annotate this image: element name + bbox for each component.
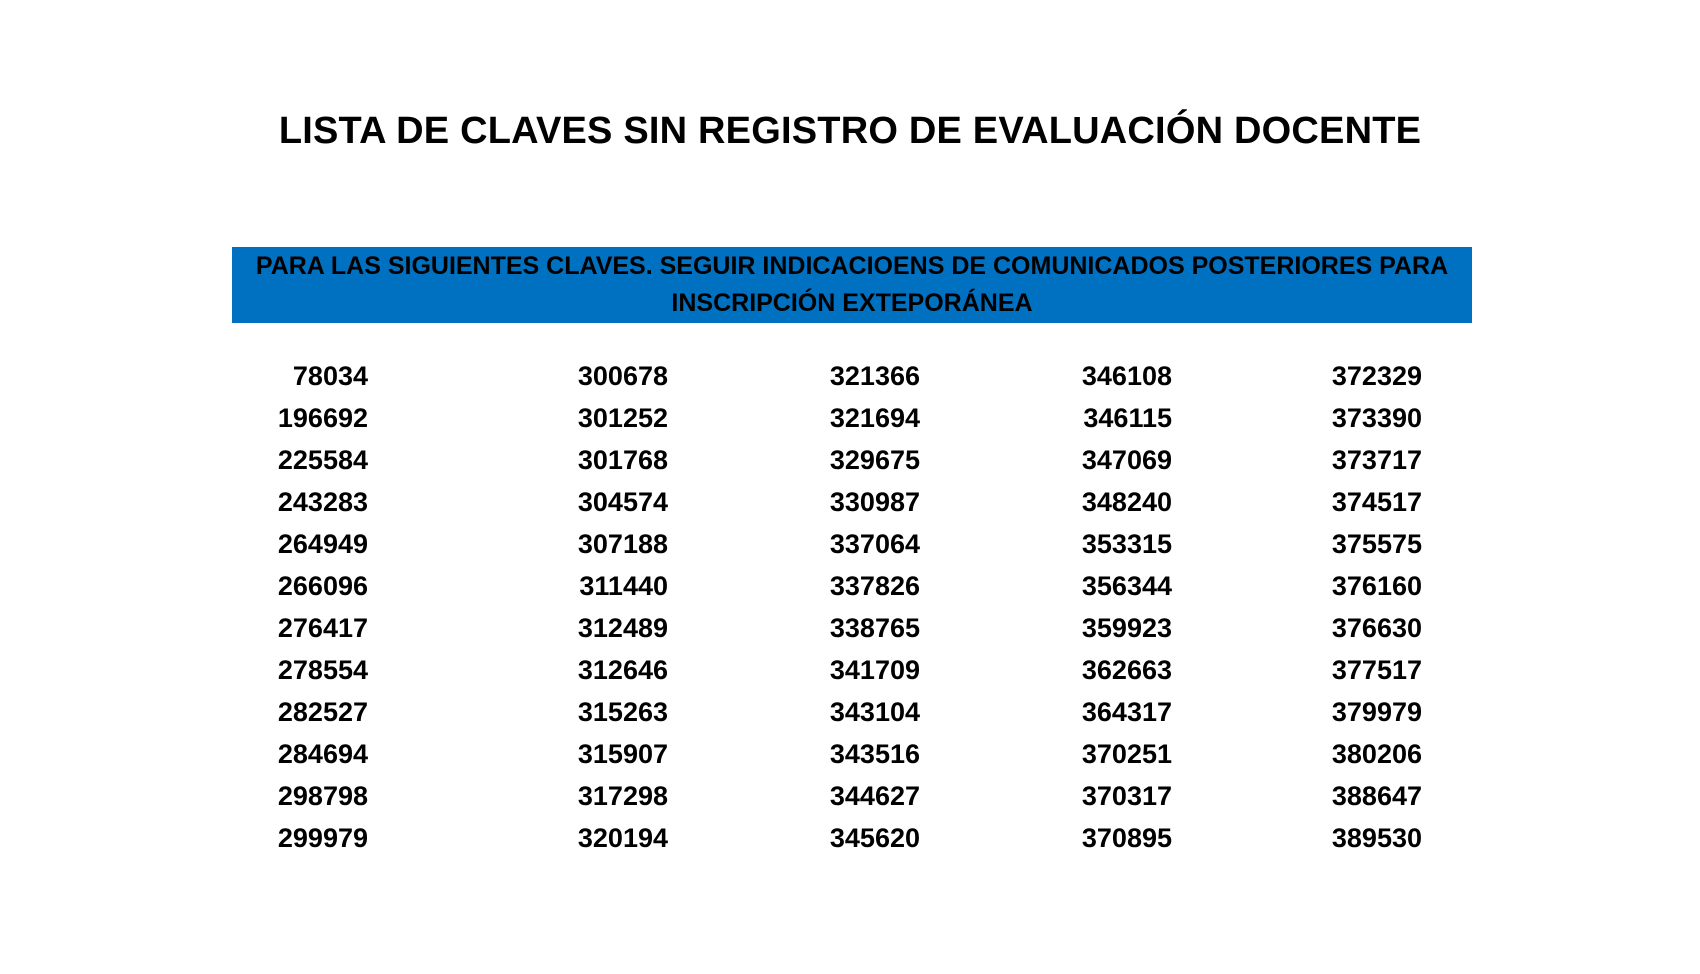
code-item: 312646: [577, 655, 668, 685]
codes-column-1: [232, 355, 512, 859]
codes-column-5: [1232, 355, 1472, 859]
code-item: 225584: [277, 445, 368, 475]
code-item: 359923: [1081, 613, 1172, 643]
code-item: 343516: [829, 739, 920, 769]
page-title: LISTA DE CLAVES SIN REGISTRO DE EVALUACIÓN DOCENTE: [278, 110, 1422, 152]
code-item: 329675: [829, 445, 920, 475]
code-item: 372329: [1331, 361, 1422, 391]
codes-column-2: [512, 355, 752, 859]
code-item: 315907: [577, 739, 668, 769]
code-item: 301768: [577, 445, 668, 475]
code-item: 379979: [1331, 697, 1422, 727]
code-item: 362663: [1081, 655, 1172, 685]
code-item: 196692: [277, 403, 368, 433]
code-item: 317298: [577, 781, 668, 811]
code-item: 337064: [829, 529, 920, 559]
code-item: 370895: [1081, 823, 1172, 853]
code-item: 278554: [277, 655, 368, 685]
code-item: 304574: [577, 487, 668, 517]
code-item: 370251: [1081, 739, 1172, 769]
code-item: 373390: [1331, 403, 1422, 433]
notice-line-2: INSCRIPCIÓN EXTEPORÁNEA: [671, 289, 1033, 317]
code-item: 389530: [1331, 823, 1422, 853]
notice-banner: [232, 247, 1472, 323]
code-item: 346108: [1081, 361, 1172, 391]
codes-column-4: [992, 355, 1232, 859]
code-item: 353315: [1081, 529, 1172, 559]
code-item: 344627: [829, 781, 920, 811]
code-item: 300678: [577, 361, 668, 391]
code-item: 370317: [1081, 781, 1172, 811]
code-item: 243283: [277, 487, 368, 517]
code-item: 320194: [577, 823, 668, 853]
code-item: 78034: [292, 361, 368, 391]
notice-text: [242, 248, 1462, 322]
code-item: 321366: [829, 361, 920, 391]
code-item: 307188: [577, 529, 668, 559]
code-item: 264949: [277, 529, 368, 559]
code-item: 330987: [829, 487, 920, 517]
code-item: 315263: [577, 697, 668, 727]
code-item: 345620: [829, 823, 920, 853]
code-item: 348240: [1081, 487, 1172, 517]
code-item: 343104: [829, 697, 920, 727]
code-item: 338765: [829, 613, 920, 643]
code-item: 375575: [1331, 529, 1422, 559]
code-item: 299979: [277, 823, 368, 853]
code-item: 298798: [277, 781, 368, 811]
code-item: 377517: [1331, 655, 1422, 685]
code-item: 321694: [829, 403, 920, 433]
code-item: 376160: [1331, 571, 1422, 601]
code-item: 312489: [577, 613, 668, 643]
code-item: 346115: [1083, 403, 1172, 433]
code-item: 282527: [277, 697, 368, 727]
code-item: 311440: [579, 571, 668, 601]
code-item: 266096: [277, 571, 368, 601]
codes-column-3: [752, 355, 992, 859]
code-item: 356344: [1081, 571, 1172, 601]
code-item: 374517: [1331, 487, 1422, 517]
codes-grid: [232, 355, 1472, 859]
code-item: 301252: [577, 403, 668, 433]
code-item: 276417: [277, 613, 368, 643]
code-item: 364317: [1081, 697, 1172, 727]
code-item: 347069: [1081, 445, 1172, 475]
code-item: 376630: [1331, 613, 1422, 643]
notice-line-1: PARA LAS SIGUIENTES CLAVES. SEGUIR INDICACIOENS DE COMUNICADOS POSTERIORES PARA: [255, 252, 1449, 280]
code-item: 284694: [277, 739, 368, 769]
code-item: 373717: [1331, 445, 1422, 475]
code-item: 341709: [829, 655, 920, 685]
code-item: 380206: [1331, 739, 1422, 769]
code-item: 388647: [1331, 781, 1422, 811]
code-item: 337826: [829, 571, 920, 601]
